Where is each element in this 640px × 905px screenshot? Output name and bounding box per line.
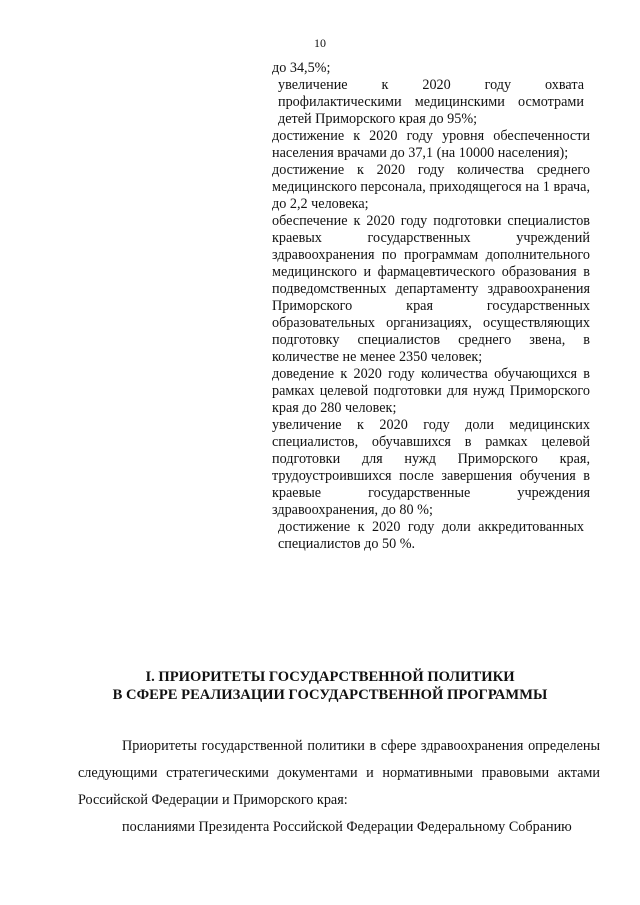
targets-list [272, 60, 590, 553]
target-item: достижение к 2020 году доли аккредитованных специалистов до 50 %. [278, 519, 584, 552]
body-paragraph: посланиями Президента Российской Федерации Федеральному Собранию [122, 819, 572, 835]
target-item: до 34,5%; [272, 60, 331, 76]
page-number: 10 [314, 36, 326, 50]
section-heading-line: В СФЕРЕ РЕАЛИЗАЦИИ ГОСУДАРСТВЕННОЙ ПРОГРАММЫ [112, 687, 548, 703]
body-paragraph: Приоритеты государственной политики в сфере здравоохранения определены следующими стратегическими документами и нормативными правовыми актами Российской Федерации и Приморского края: [78, 738, 600, 808]
target-item: достижение к 2020 году уровня обеспеченности населения врачами до 37,1 (на 10000 населения); [272, 128, 590, 161]
target-item: обеспечение к 2020 году подготовки специалистов краевых государственных учреждений здравоохранения по программам дополнительного медицинского и фармацевтического образования в подведомственных департаменту здравоохранения Приморского края государственных образовательных организациях, осуществляющих подготовку специалистов среднего звена, в количестве не менее 2350 человек; [272, 213, 590, 365]
section-body [78, 733, 600, 841]
target-item: увеличение к 2020 году охвата профилактическими медицинскими осмотрами детей Приморского края до 95%; [278, 77, 584, 127]
target-item: доведение к 2020 году количества обучающихся в рамках целевой подготовки для нужд Приморского края до 280 человек; [272, 366, 590, 416]
section-heading [60, 668, 600, 704]
target-item: достижение к 2020 году количества среднего медицинского персонала, приходящегося на 1 врача, до 2,2 человека; [272, 162, 590, 212]
target-item: увеличение к 2020 году доли медицинских специалистов, обучавшихся в рамках целевой подготовки для нужд Приморского края, трудоустроившихся после завершения обучения в краевые государственные учреждения здравоохранения, до 80 %; [272, 417, 590, 518]
section-heading-line: I. ПРИОРИТЕТЫ ГОСУДАРСТВЕННОЙ ПОЛИТИКИ [145, 669, 515, 685]
